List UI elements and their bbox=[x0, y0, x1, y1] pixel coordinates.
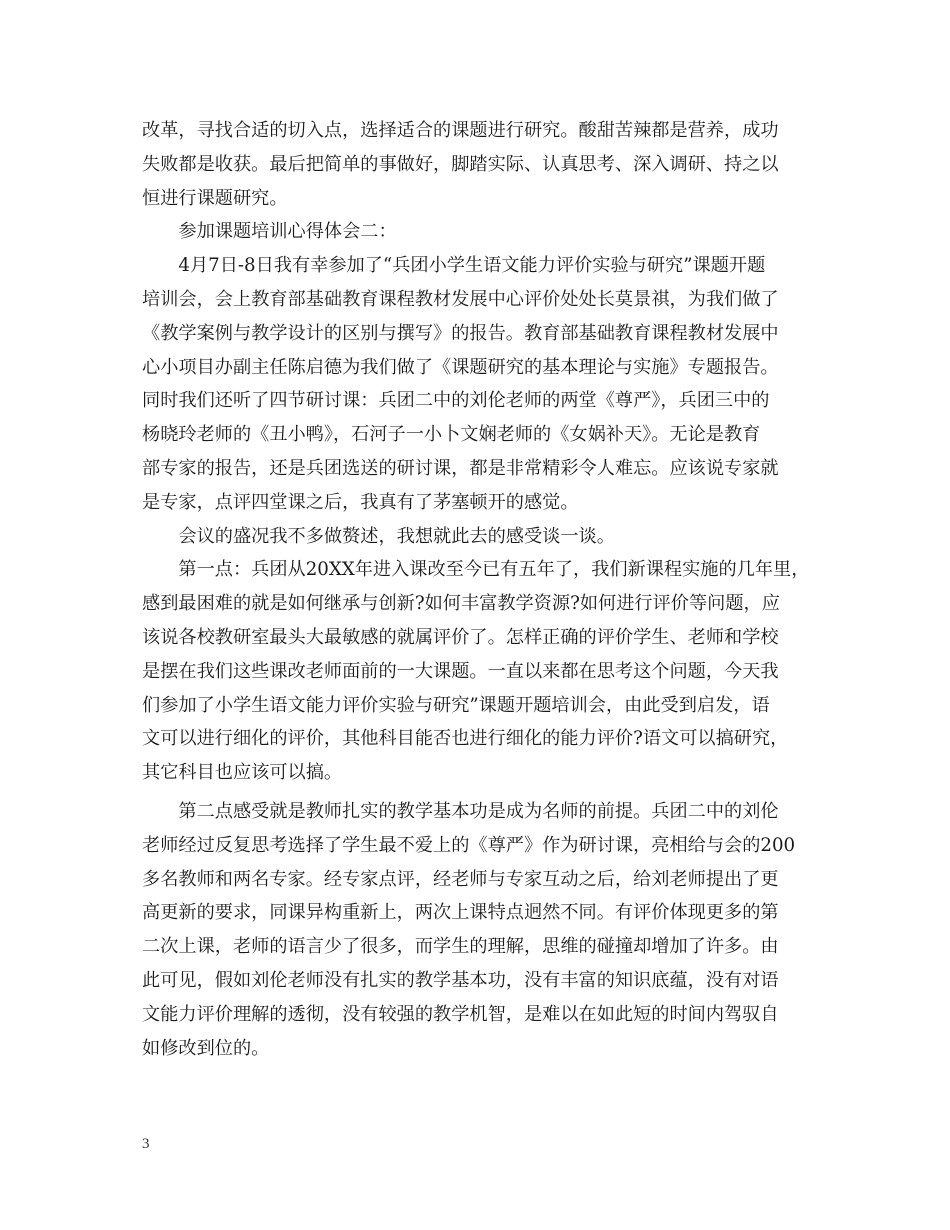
page-number: 3 bbox=[142, 1136, 150, 1152]
text-line: 失败都是收获。最后把简单的事做好，脚踏实际、认真思考、深入调研、持之以 bbox=[142, 153, 779, 175]
section-heading: 参加课题培训心得体会二： bbox=[142, 221, 397, 243]
document-body bbox=[142, 114, 822, 1065]
text-line: 恒进行课题研究。 bbox=[142, 187, 288, 209]
text-line: 心小项目办副主任陈启德为我们做了《课题研究的基本理论与实施》专题报告。 bbox=[142, 356, 779, 378]
text-line: 二次上课，老师的语言少了很多，而学生的理解，思维的碰撞却增加了许多。由 bbox=[142, 936, 779, 958]
text-line: 其它科目也应该可以搞。 bbox=[142, 762, 343, 784]
text-line: 会议的盛况我不多做赘述，我想就此去的感受谈一谈。 bbox=[142, 525, 615, 547]
text-line: 高更新的要求，同课异构重新上，两次上课特点迥然不同。有评价体现更多的第 bbox=[142, 902, 779, 924]
text-line: 该说各校教研室最头大最敏感的就属评价了。怎样正确的评价学生、老师和学校 bbox=[142, 626, 779, 648]
text-line: 是专家，点评四堂课之后，我真有了茅塞顿开的感觉。 bbox=[142, 491, 579, 513]
text-line: 第一点：兵团从20XX年进入课改至今已有五年了，我们新课程实施的几年里， bbox=[142, 559, 810, 581]
text-line: 杨晓玲老师的《丑小鸭》，石河子一小卜文娴老师的《女娲补天》。无论是教育 bbox=[142, 424, 761, 446]
text-line: 改革，寻找合适的切入点，选择适合的课题进行研究。酸甜苦辣都是营养，成功 bbox=[142, 120, 779, 141]
text-line: 感到最困难的就是如何继承与创新?如何丰富教学资源?如何进行评价等问题，应 bbox=[142, 593, 780, 615]
text-line: 文可以进行细化的评价，其他科目能否也进行细化的能力评价?语文可以搞研究， bbox=[142, 728, 789, 750]
text-line: 此可见，假如刘伦老师没有扎实的教学基本功，没有丰富的知识底蕴，没有对语 bbox=[142, 969, 779, 991]
text-line: 们参加了小学生语文能力评价实验与研究”课题开题培训会，由此受到启发，语 bbox=[142, 694, 770, 716]
text-line: 《教学案例与教学设计的区别与撰写》的报告。教育部基础教育课程教材发展中 bbox=[142, 322, 779, 344]
text-line: 同时我们还听了四节研讨课：兵团二中的刘伦老师的两堂《尊严》，兵团三中的 bbox=[142, 390, 770, 412]
text-line: 第二点感受就是教师扎实的教学基本功是成为名师的前提。兵团二中的刘伦 bbox=[142, 800, 779, 822]
text-line: 部专家的报告，还是兵团选送的研讨课，都是非常精彩令人难忘。应该说专家就 bbox=[142, 457, 779, 479]
text-line: 是摆在我们这些课改老师面前的一大课题。一直以来都在思考这个问题，今天我 bbox=[142, 660, 779, 682]
text-line: 文能力评价理解的透彻，没有较强的教学机智，是难以在如此短的时间内驾驭自 bbox=[142, 1003, 779, 1025]
text-line: 老师经过反复思考选择了学生最不爱上的《尊严》作为研讨课，亮相给与会的200 bbox=[142, 834, 796, 856]
text-line: 如修改到位的。 bbox=[142, 1037, 270, 1059]
text-line: 4月7日-8日我有幸参加了“兵团小学生语文能力评价实验与研究”课题开题 bbox=[142, 255, 766, 277]
text-line: 培训会，会上教育部基础教育课程教材发展中心评价处处长莫景祺，为我们做了 bbox=[142, 288, 779, 310]
text-line: 多名教师和两名专家。经专家点评，经老师与专家互动之后，给刘老师提出了更 bbox=[142, 868, 779, 890]
